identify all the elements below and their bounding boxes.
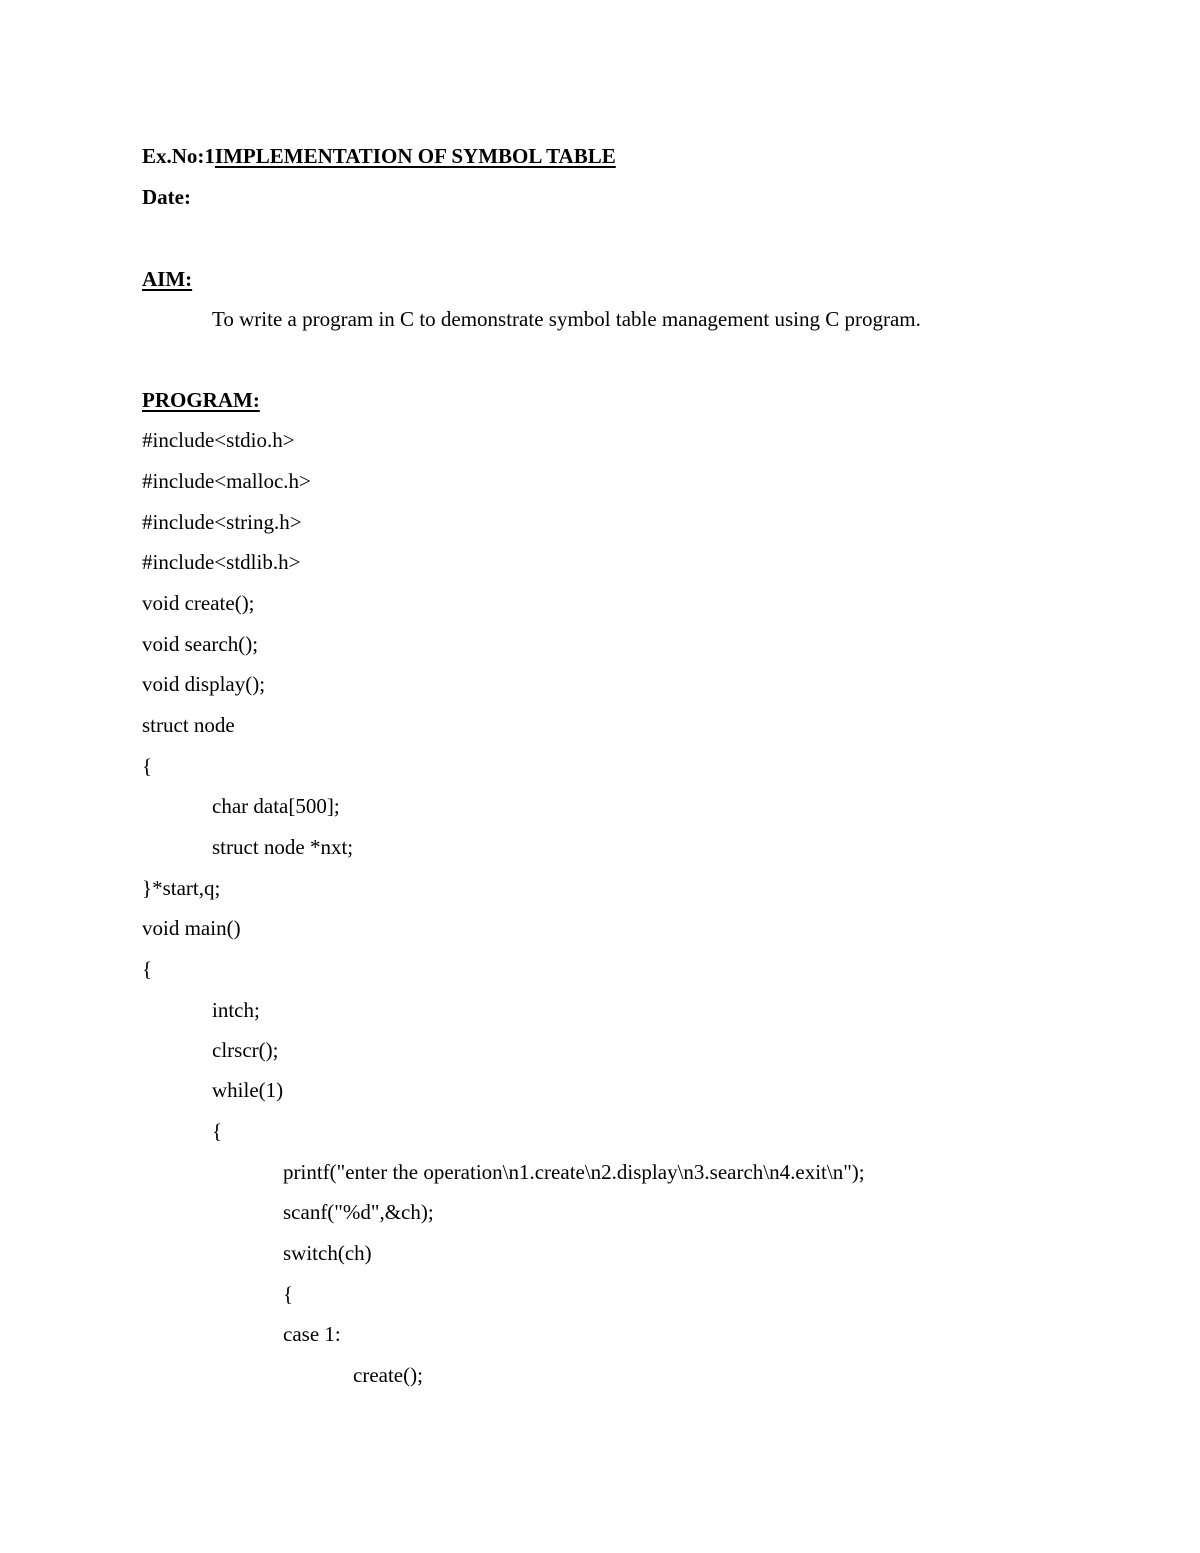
code-line: {	[283, 1282, 294, 1306]
code-line: scanf("%d",&ch);	[283, 1200, 434, 1224]
experiment-header	[142, 144, 616, 168]
code-line: #include<string.h>	[142, 510, 302, 534]
code-line: #include<malloc.h>	[142, 469, 311, 493]
code-line: void main()	[142, 916, 241, 940]
exno-label: Ex.No:1	[142, 144, 215, 168]
code-line: {	[142, 754, 153, 778]
code-line: {	[212, 1119, 223, 1143]
code-line: void create();	[142, 591, 255, 615]
aim-text: To write a program in C to demonstrate symbol table management using C program.	[212, 307, 921, 331]
code-line: while(1)	[212, 1078, 284, 1102]
code-line: create();	[353, 1363, 423, 1387]
date-label: Date:	[142, 185, 191, 209]
code-line: intch;	[212, 998, 260, 1022]
aim-heading: AIM:	[142, 267, 193, 291]
code-line: {	[142, 957, 153, 981]
code-line: switch(ch)	[283, 1241, 372, 1265]
code-line: struct node *nxt;	[212, 835, 354, 859]
code-line: char data[500];	[212, 794, 340, 818]
code-line: }*start,q;	[142, 876, 221, 900]
code-line: #include<stdio.h>	[142, 428, 295, 452]
program-heading: PROGRAM:	[142, 388, 260, 412]
experiment-title: IMPLEMENTATION OF SYMBOL TABLE	[214, 144, 616, 168]
code-line: printf("enter the operation\n1.create\n2.display\n3.search\n4.exit\n");	[283, 1160, 865, 1184]
code-line: case 1:	[283, 1322, 341, 1346]
code-line: void display();	[142, 672, 266, 696]
code-line: struct node	[142, 713, 235, 737]
code-line: clrscr();	[212, 1038, 279, 1062]
code-line: void search();	[142, 632, 259, 656]
code-line: #include<stdlib.h>	[142, 550, 301, 574]
